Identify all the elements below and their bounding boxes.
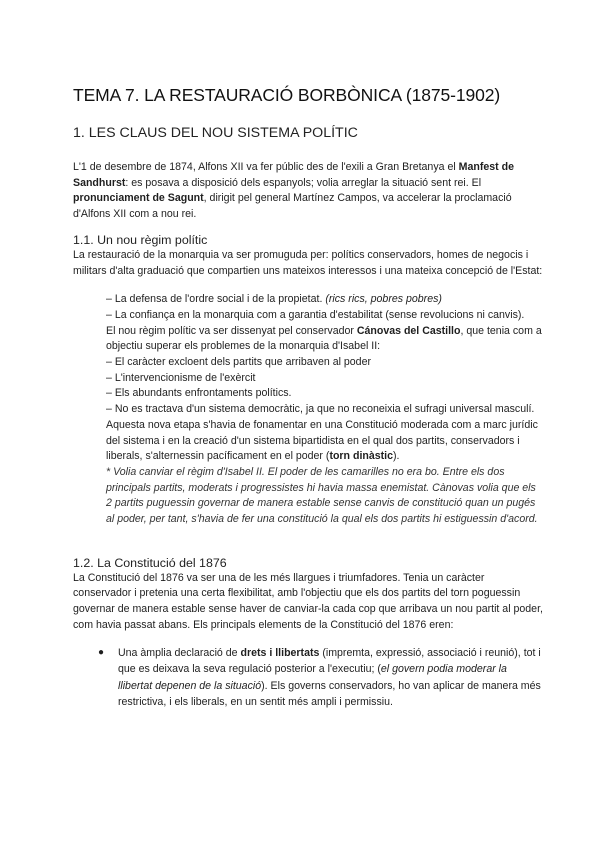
dash-item: – El caràcter excloent dels partits que arribaven al poder [106, 356, 371, 369]
dash-item: – No es tractava d'un sistema democràtic, ja que no reconeixia el sufragi universal masculí. [106, 403, 535, 416]
italic-note: * Volia canviar el règim d'Isabel II. El poder de les camarilles no era bo. Entre els dos principals partits, moderats i progressistes hi havia massa enemistat. Cànovas volia que els 2 partits puguessin governar de manera estable sense canvis de constitució quan un pugés al poder, per tant, s'havia de fer una constitució la qual els dos partits hi estiguessin d'acord. [106, 465, 538, 526]
bullet-icon: ● [98, 646, 105, 658]
dash-item: – Els abundants enfrontaments polítics. [106, 387, 292, 400]
section-1-2 [73, 555, 543, 711]
document-page [73, 84, 543, 711]
bullet-list [73, 645, 543, 711]
section-1-heading: 1. LES CLAUS DEL NOU SISTEMA POLÍTIC [73, 125, 358, 141]
section-1-1-paragraph: La restauració de la monarquia va ser promuguda per: polítics conservadors, homes de negocis i militars d'alta graduació que compartien uns mateixos interessos i una mateixa concepció de l'Estat: [73, 248, 543, 277]
canovas-term: Cánovas del Castillo [356, 324, 461, 337]
dash-item: – La defensa de l'ordre social i de la propietat. (rics rics, pobres pobres) [106, 293, 442, 306]
page-title: TEMA 7. LA RESTAURACIÓ BORBÒNICA (1875-1902) [73, 85, 501, 105]
sandhurst-term: Manfest de Sandhurst [73, 161, 514, 189]
section-1-1 [73, 232, 543, 528]
torn-dinastic-term: torn dinàstic [329, 450, 394, 463]
indented-block [73, 292, 543, 528]
canovas-paragraph: El nou règim polític va ser dissenyat pel conservador Cánovas del Castillo, que tenia com a objectiu superar els problemes de la monarquia d'Isabel II: [106, 324, 542, 353]
section-1-2-paragraph: La Constitució del 1876 va ser una de les més llargues i triumfadores. Tenia un caràcter conservador i pretenia una certa flexibilitat, amb l'objectiu que els dos partits del torn poguessin governar de manera estable sense haver de canviar-la cada cop que arribava un nou partit al poder, com havia passat abans. Els principals elements de la Constitució del 1876 eren: [73, 571, 543, 631]
section-1-2-heading: 1.2. La Constitució del 1876 [73, 555, 227, 570]
dash-item: – La confiança en la monarquia com a garantia d'estabilitat (sense revolucions ni canvis). [106, 308, 525, 321]
drets-term: drets i llibertats [240, 646, 320, 659]
dash-item: – L'intervencionisme de l'exèrcit [106, 371, 256, 384]
etapa-paragraph: Aquesta nova etapa s'havia de fonamentar en una Constitució moderada com a marc jurídic del sistema i en la creació d'un sistema bipartidista en el qual dos partits, conservadors i liberals, s'alternessin pacíficament en el poder (torn dinàstic). [106, 418, 538, 463]
sagunt-term: pronunciament de Sagunt [73, 192, 204, 205]
intro-paragraph: L'1 de desembre de 1874, Alfons XII va fer públic des de l'exili a Gran Bretanya el Manfest de Sandhurst: es posava a disposició dels espanyols; volia arreglar la situació sent rei. El pronunciament de Sagunt, dirigit pel general Martínez Campos, va accelerar la proclamació d'Alfons XII com a nou rei. [73, 161, 514, 221]
section-1-1-heading: 1.1. Un nou règim polític [73, 232, 208, 247]
list-item: ● Una àmplia declaració de drets i llibertats (impremta, expressió, associació i reunió), tot i que es deixava la seva regulació posterior a l'executiu; (el govern podia moderar la llibertat depenen de la situació). Els governs conservadors, ho van aplicar de manera més restrictiva, i els liberals, en un sentit més ampli i permissiu. [98, 646, 541, 709]
